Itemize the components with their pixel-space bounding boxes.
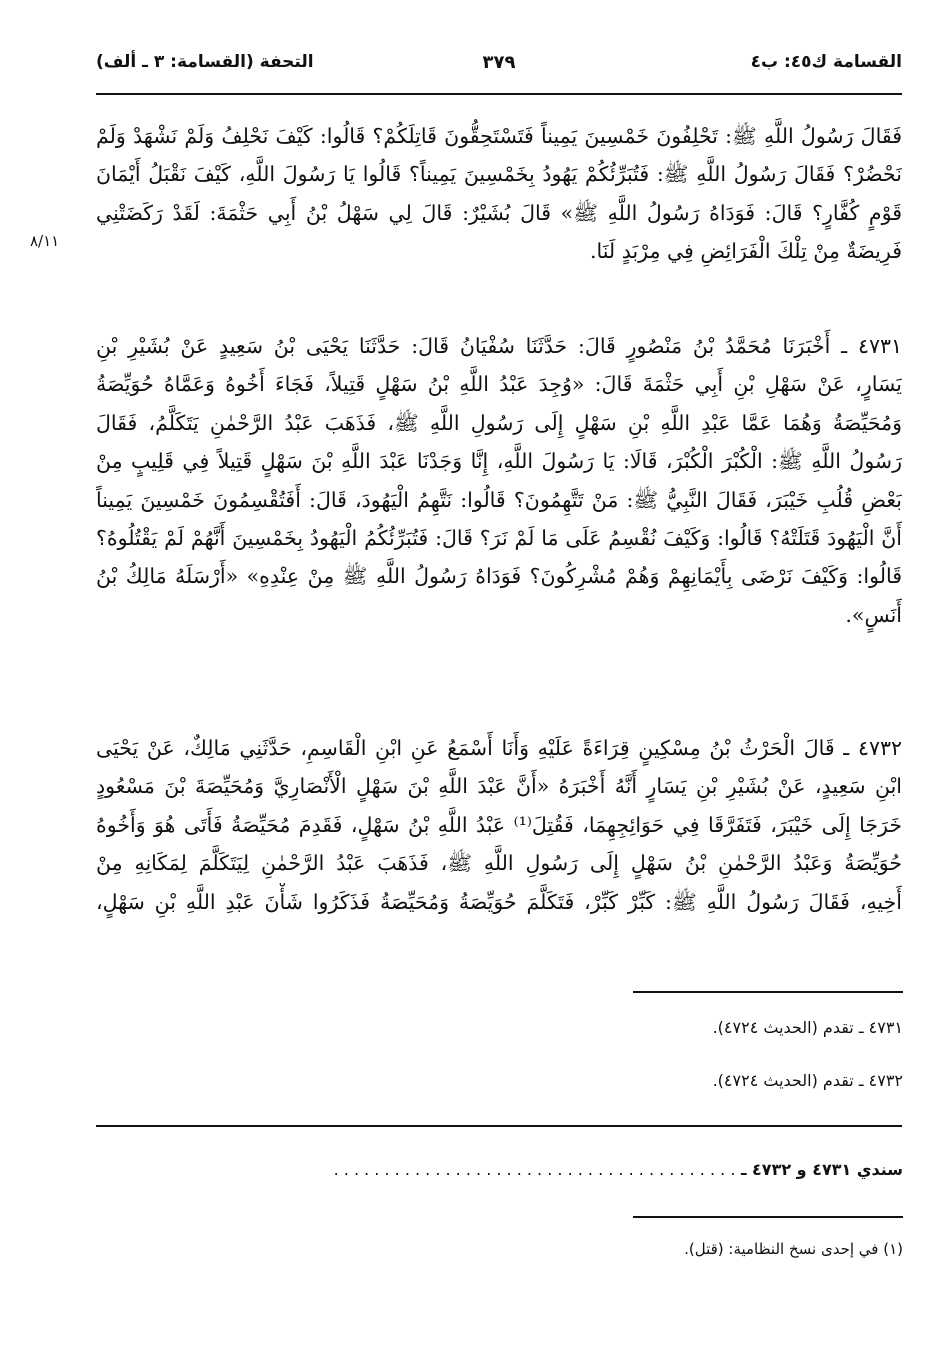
text-line: رَسُولُ اللَّهِ ﷺ: الْكُبْرَ الْكُبْرَ، قَالَا: يَا رَسُولَ اللَّهِ، إِنَّا وَجَدْنَا عَبْدَ اللَّهِ بْنَ سَهْلٍ قَتِيلاً فِي قَلِيبٍ مِنْ <box>96 449 902 474</box>
bottom-footnote-separator <box>633 1216 903 1218</box>
sindi-commentary <box>97 1160 903 1179</box>
text-line: ٤٧٣١ ـ أَخْبَرَنَا مُحَمَّدُ بْنُ مَنْصُورٍ قَالَ: حَدَّثَنَا سُفْيَانُ قَالَ: حَدَّثَنَا يَحْيَى بْنُ سَعِيدٍ عَنْ بُشَيْرِ بْنِ <box>96 334 902 358</box>
header-section-ref: القسامة ك٤٥: ب٤ <box>750 52 902 72</box>
text-line: أَنَّ الْيَهُودَ قَتَلَتْهُ؟ قَالُوا: وَكَيْفَ نُقْسِمُ عَلَى مَا لَمْ نَرَ؟ قَالَ: فَتُبَرِّئُكُمُ الْيَهُودُ بِخَمْسِينَ أَنَّهُمْ لَمْ يَقْتُلُوهُ؟ <box>96 525 902 550</box>
header-book-ref: التحفة (القسامة: ٣ ـ ألف) <box>96 52 314 72</box>
footnote-4732: ٤٧٣٢ ـ تقدم (الحديث ٤٧٢٤). <box>712 1071 903 1090</box>
text-line: بَعْضِ قُلُبِ خَيْبَرَ، فَقَالَ النَّبِيُّ ﷺ: مَنْ تَتَّهِمُونَ؟ قَالُوا: نَتَّهِمُ الْيَهُودَ، قَالَ: أَفَتُقْسِمُونَ خَمْسِينَ يَمِيناً <box>96 487 902 512</box>
text-line: حُوَيِّصَةُ وَعَبْدُ الرَّحْمٰنِ بْنُ سَهْلٍ إِلَى رَسُولِ اللَّهِ ﷺ، فَذَهَبَ عَبْدُ الرَّحْمٰنِ لِيَتَكَلَّمَ لِمَكَانِهِ مِنْ <box>96 851 902 876</box>
text-line: فَقَالَ رَسُولُ اللَّهِ ﷺ: تَحْلِفُونَ خَمْسِينَ يَمِيناً فَتَسْتَحِقُّونَ قَاتِلَكُمْ؟ قَالُوا: كَيْفَ نَحْلِفُ وَلَمْ نَشْهَدْ وَلَمْ <box>96 124 902 148</box>
footnote-4731: ٤٧٣١ ـ تقدم (الحديث ٤٧٢٤). <box>712 1018 903 1037</box>
page-header <box>96 52 902 82</box>
text-line: ٤٧٣٢ ـ قَالَ الْحَرْثُ بْنُ مِسْكِينٍ قِرَاءَةً عَلَيْهِ وَأَنَا أَسْمَعُ عَنِ ابْنِ الْقَاسِمِ، حَدَّثَنِي مَالِكٌ، عَنْ يَحْيَى <box>96 736 902 760</box>
manuscript-variant-note: (١) في إحدى نسخ النظامية: (قتل). <box>684 1240 903 1258</box>
text-line: أَخِيهِ، فَقَالَ رَسُولُ اللَّهِ ﷺ: كَبِّرْ كَبِّرْ، فَتَكَلَّمَ حُوَيِّصَةُ وَمُحَيِّصَةُ فَذَكَرُوا شَأْنَ عَبْدِ اللَّهِ بْنِ سَهْلٍ، <box>96 889 902 914</box>
text-line: قَالُوا: وَكَيْفَ نَرْضَى بِأَيْمَانِهِمْ وَهُمْ مُشْرِكُونَ؟ فَوَدَاهُ رَسُولُ اللَّهِ ﷺ مِنْ عِنْدِهِ» «أَرْسَلَهُ مَالِكُ بْنُ <box>96 564 902 589</box>
sindi-label: سندي ٤٧٣١ و ٤٧٣٢ ـ <box>740 1160 903 1179</box>
margin-reference: ٨/١١ <box>30 232 60 250</box>
page-number: ٣٧٩ <box>482 52 516 73</box>
text-line: أَنَسٍ». <box>845 602 902 627</box>
hadith-4732 <box>96 729 902 921</box>
text-line: فَرِيضَةٌ مِنْ تِلْكَ الْفَرَائِضِ فِي مِرْبَدٍ لَنَا. <box>589 239 902 264</box>
header-rule <box>96 93 902 95</box>
text-line: قَوْمٍ كُفَّارٍ؟ قَالَ: فَوَدَاهُ رَسُولُ اللَّهِ ﷺ» قَالَ بُشَيْرٌ: قَالَ لِي سَهْلُ بْنُ أَبِي حَثْمَةَ: لَقَدْ رَكَضَتْنِي <box>96 200 902 225</box>
commentary-rule <box>96 1125 902 1127</box>
text-line: يَسَارٍ، عَنْ سَهْلِ بْنِ أَبِي حَثْمَةَ قَالَ: «وُجِدَ عَبْدُ اللَّهِ بْنُ سَهْلٍ قَتِيلاً، فَجَاءَ أَخُوهُ وَعَمَّاهُ حُوَيِّصَةُ <box>96 372 902 397</box>
text-line: نَحْضُرْ؟ فَقَالَ رَسُولُ اللَّهِ ﷺ: فَتُبَرِّئُكُمْ يَهُودُ بِخَمْسِينَ يَمِيناً؟ قَالُوا يَا رَسُولَ اللَّهِ، كَيْفَ نَقْبَلُ أَيْمَانَ <box>96 162 902 187</box>
hadith-4731 <box>96 327 902 634</box>
text-line: خَرَجَا إِلَى خَيْبَرَ، فَتَفَرَّقَا فِي حَوَائِجِهِمَا، فَقُتِلَ⁽¹⁾ عَبْدُ اللَّهِ بْنُ سَهْلٍ، فَقَدِمَ مُحَيِّصَةُ فَأَتَى هُوَ وَأَخُوهُ <box>96 812 902 837</box>
paragraph-continuation <box>96 117 902 271</box>
sindi-dots: . . . . . . . . . . . . . . . . . . . . . . . . . . . . . . . . . . . . . . . . <box>333 1160 736 1179</box>
footnote-separator <box>633 991 903 993</box>
text-line: ابْنِ سَعِيدٍ، عَنْ بُشَيْرِ بْنِ يَسَارٍ أَنَّهُ أَخْبَرَهُ «أَنَّ عَبْدَ اللَّهِ بْنَ سَهْلٍ الْأَنْصَارِيَّ وَمُحَيِّصَةَ بْنَ مَسْعُودٍ <box>96 774 902 799</box>
text-line: وَمُحَيِّصَةُ وَهُمَا عَمَّا عَبْدِ اللَّهِ بْنِ سَهْلٍ إِلَى رَسُولِ اللَّهِ ﷺ، فَذَهَبَ عَبْدُ الرَّحْمٰنِ يَتَكَلَّمُ، فَقَالَ <box>96 410 902 435</box>
